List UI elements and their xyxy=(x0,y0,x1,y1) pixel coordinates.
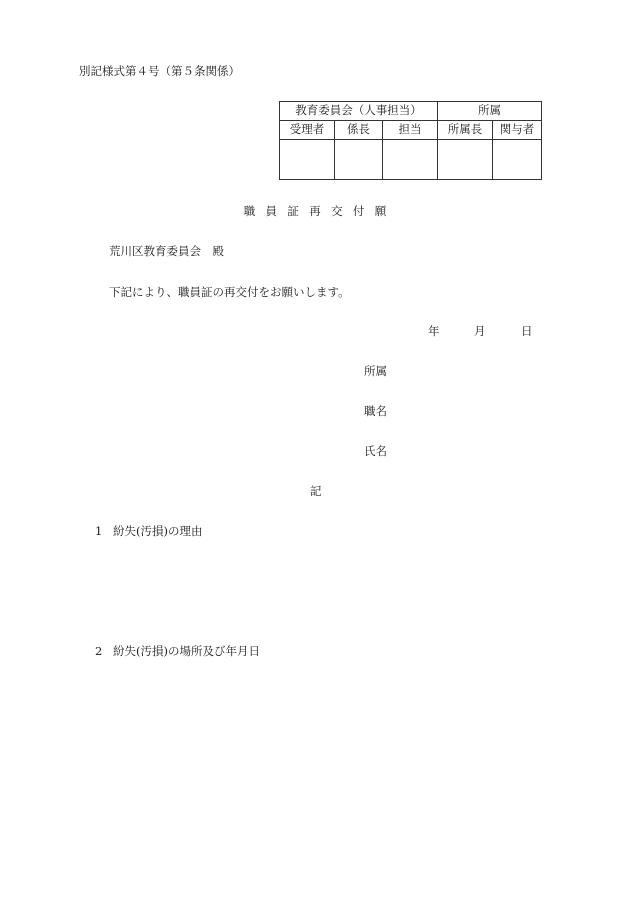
form-number: 別記様式第４号（第５条関係） xyxy=(79,64,240,78)
stamp-col-involved: 関与者 xyxy=(493,121,542,140)
stamp-col-head: 所属長 xyxy=(438,121,493,140)
item-2-text: 紛失(汚損)の場所及び年月日 xyxy=(113,644,260,658)
item-2-number: 2 xyxy=(95,644,103,658)
stamp-header-board: 教育委員会（人事担当） xyxy=(280,102,438,121)
document-title: 職員証再交付願 xyxy=(243,204,397,218)
stamp-cell-staff xyxy=(383,140,438,180)
stamp-col-staff: 担当 xyxy=(383,121,438,140)
applicant-name-label: 氏名 xyxy=(364,444,387,458)
approval-stamp-table xyxy=(279,101,542,180)
applicant-position-label: 職名 xyxy=(364,404,387,418)
item-1-text: 紛失(汚損)の理由 xyxy=(113,524,203,538)
stamp-cell-head xyxy=(438,140,493,180)
addressee: 荒川区教育委員会 殿 xyxy=(109,244,224,258)
stamp-col-chief: 係長 xyxy=(335,121,383,140)
stamp-col-receiver: 受理者 xyxy=(280,121,335,140)
date-year-label: 年 xyxy=(428,324,440,338)
item-1-number: 1 xyxy=(95,524,103,538)
applicant-affiliation-label: 所属 xyxy=(364,364,387,378)
stamp-cell-involved xyxy=(493,140,542,180)
stamp-cell-receiver xyxy=(280,140,335,180)
ki-label: 記 xyxy=(310,484,322,498)
date-day-label: 日 xyxy=(521,324,533,338)
stamp-header-affiliation: 所属 xyxy=(438,102,542,121)
date-month-label: 月 xyxy=(474,324,486,338)
stamp-cell-chief xyxy=(335,140,383,180)
request-text: 下記により、職員証の再交付をお願いします。 xyxy=(109,285,350,299)
